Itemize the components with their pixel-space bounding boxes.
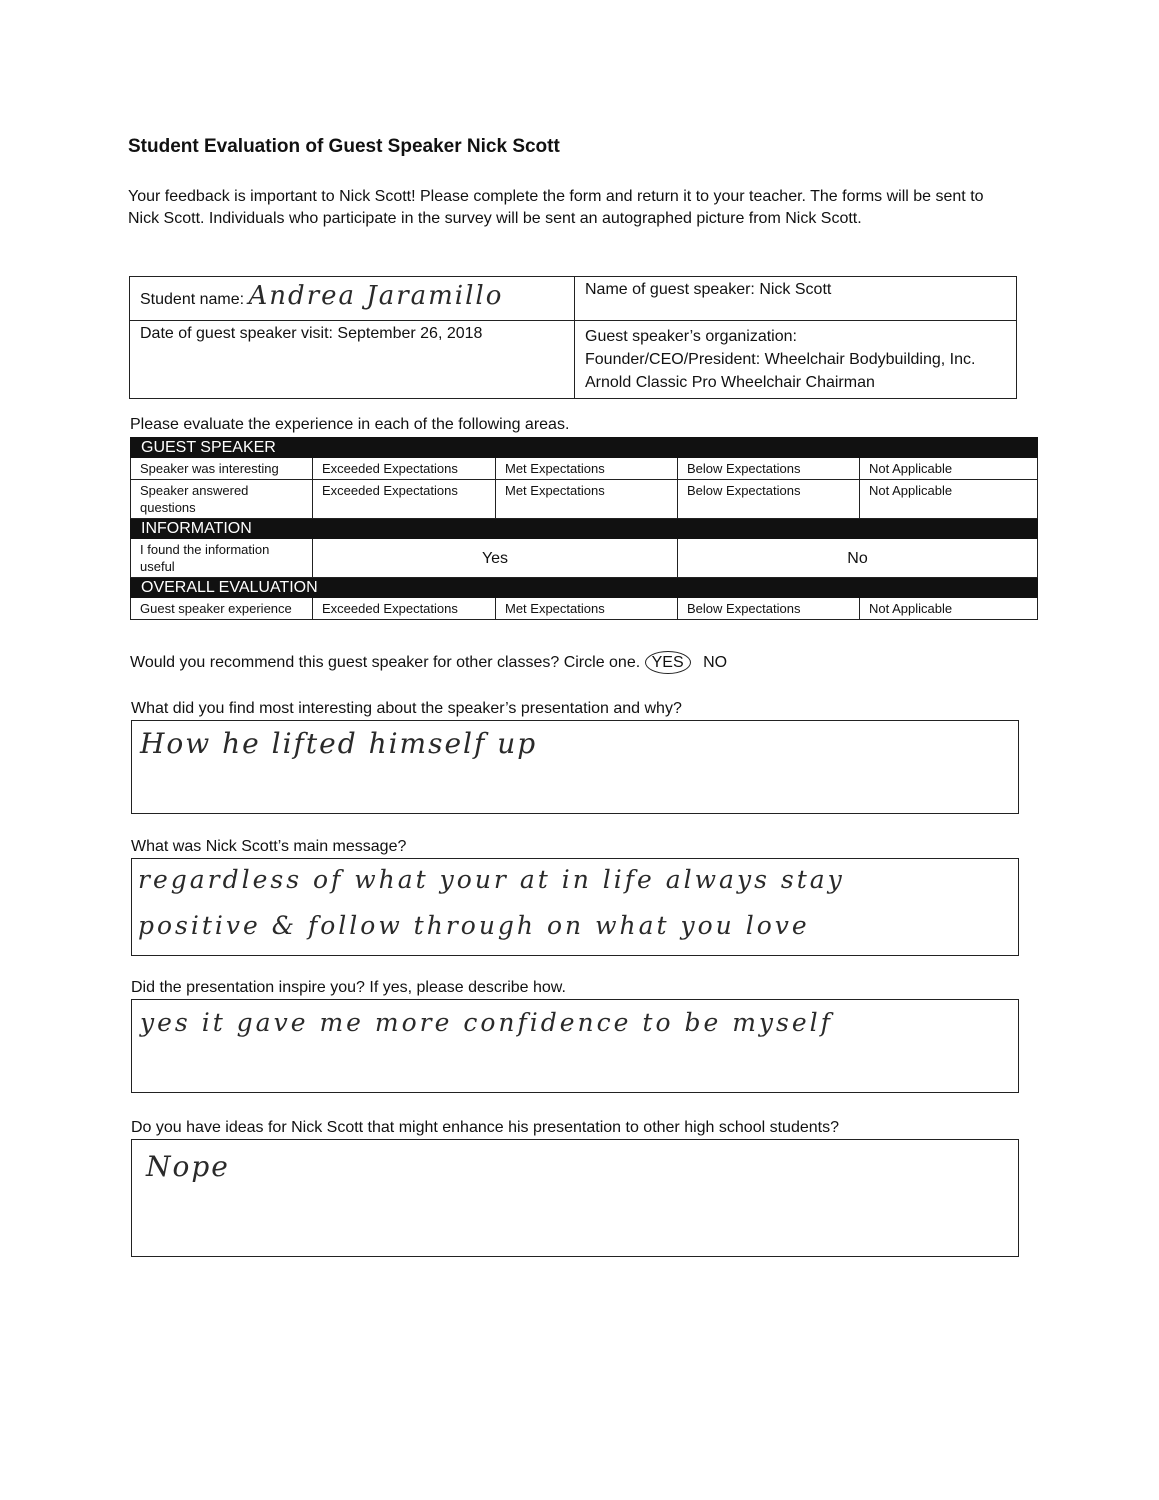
org-label: Guest speaker’s organization: [585,328,797,345]
option-met[interactable]: Met Expectations [496,598,678,620]
recommend-no-option[interactable]: NO [703,654,728,671]
answer-ideas: Nope [146,1150,230,1183]
option-not-applicable[interactable]: Not Applicable [860,458,1038,480]
visit-date: Date of guest speaker visit: September 26, 2018 [140,325,483,342]
recommend-question: Would you recommend this guest speaker for other classes? Circle one. [130,654,641,671]
option-exceeded[interactable]: Exceeded Expectations [313,458,496,480]
student-name-label: Student name: [140,291,245,308]
student-name-value[interactable]: Andrea Jaramillo [248,281,504,311]
page-title: Student Evaluation of Guest Speaker Nick Scott [128,136,560,157]
row-label-interesting: Speaker was interesting [131,458,313,480]
answer-box-inspire[interactable] [131,999,1019,1093]
answer-main-message-line-2: positive & follow through on what you love [138,911,810,940]
section-guest-speaker: GUEST SPEAKER [131,438,1038,458]
info-table [129,276,1017,399]
option-below[interactable]: Below Expectations [678,458,860,480]
answer-box-most-interesting[interactable] [131,720,1019,814]
answer-most-interesting: How he lifted himself up [140,727,538,760]
option-yes[interactable]: Yes [313,539,678,578]
row-label-answered-questions: Speaker answered questions [131,480,313,519]
recommend-question-row [130,654,727,672]
option-not-applicable[interactable]: Not Applicable [860,480,1038,519]
option-met[interactable]: Met Expectations [496,480,678,519]
answer-box-main-message[interactable] [131,858,1019,956]
option-not-applicable[interactable]: Not Applicable [860,598,1038,620]
answer-inspire: yes it gave me more confidence to be myself [140,1008,833,1037]
row-label-experience: Guest speaker experience [131,598,313,620]
option-no[interactable]: No [678,539,1038,578]
option-met[interactable]: Met Expectations [496,458,678,480]
student-name-cell [130,277,575,321]
answer-main-message-line-1: regardless of what your at in life always stay [138,865,845,894]
org-line-1: Founder/CEO/President: Wheelchair Bodybuilding, Inc. [585,351,976,368]
recommend-yes-option[interactable]: YES [645,651,691,674]
section-overall-evaluation: OVERALL EVALUATION [131,578,1038,598]
org-line-2: Arnold Classic Pro Wheelchair Chairman [585,374,875,391]
organization-cell [575,321,1017,399]
answer-box-ideas[interactable] [131,1139,1019,1257]
question-inspire: Did the presentation inspire you? If yes, please describe how. [131,979,566,996]
question-ideas: Do you have ideas for Nick Scott that might enhance his presentation to other high school students? [131,1119,839,1136]
question-most-interesting: What did you find most interesting about the speaker’s presentation and why? [131,700,682,717]
evaluate-prompt: Please evaluate the experience in each of the following areas. [130,416,570,433]
section-information: INFORMATION [131,519,1038,539]
option-below[interactable]: Below Expectations [678,480,860,519]
row-label-information-useful: I found the information useful [131,539,313,578]
question-main-message: What was Nick Scott’s main message? [131,838,407,855]
option-exceeded[interactable]: Exceeded Expectations [313,598,496,620]
speaker-name-cell [575,277,1017,321]
speaker-name: Name of guest speaker: Nick Scott [585,281,832,298]
option-below[interactable]: Below Expectations [678,598,860,620]
evaluation-table [130,437,1038,620]
visit-date-cell [130,321,575,399]
option-exceeded[interactable]: Exceeded Expectations [313,480,496,519]
intro-text: Your feedback is important to Nick Scott! Please complete the form and return it to your teacher. The forms will be sent to Nick Scott. Individuals who participate in the survey will be sent an autographed picture from Nick Scott. [128,188,984,227]
